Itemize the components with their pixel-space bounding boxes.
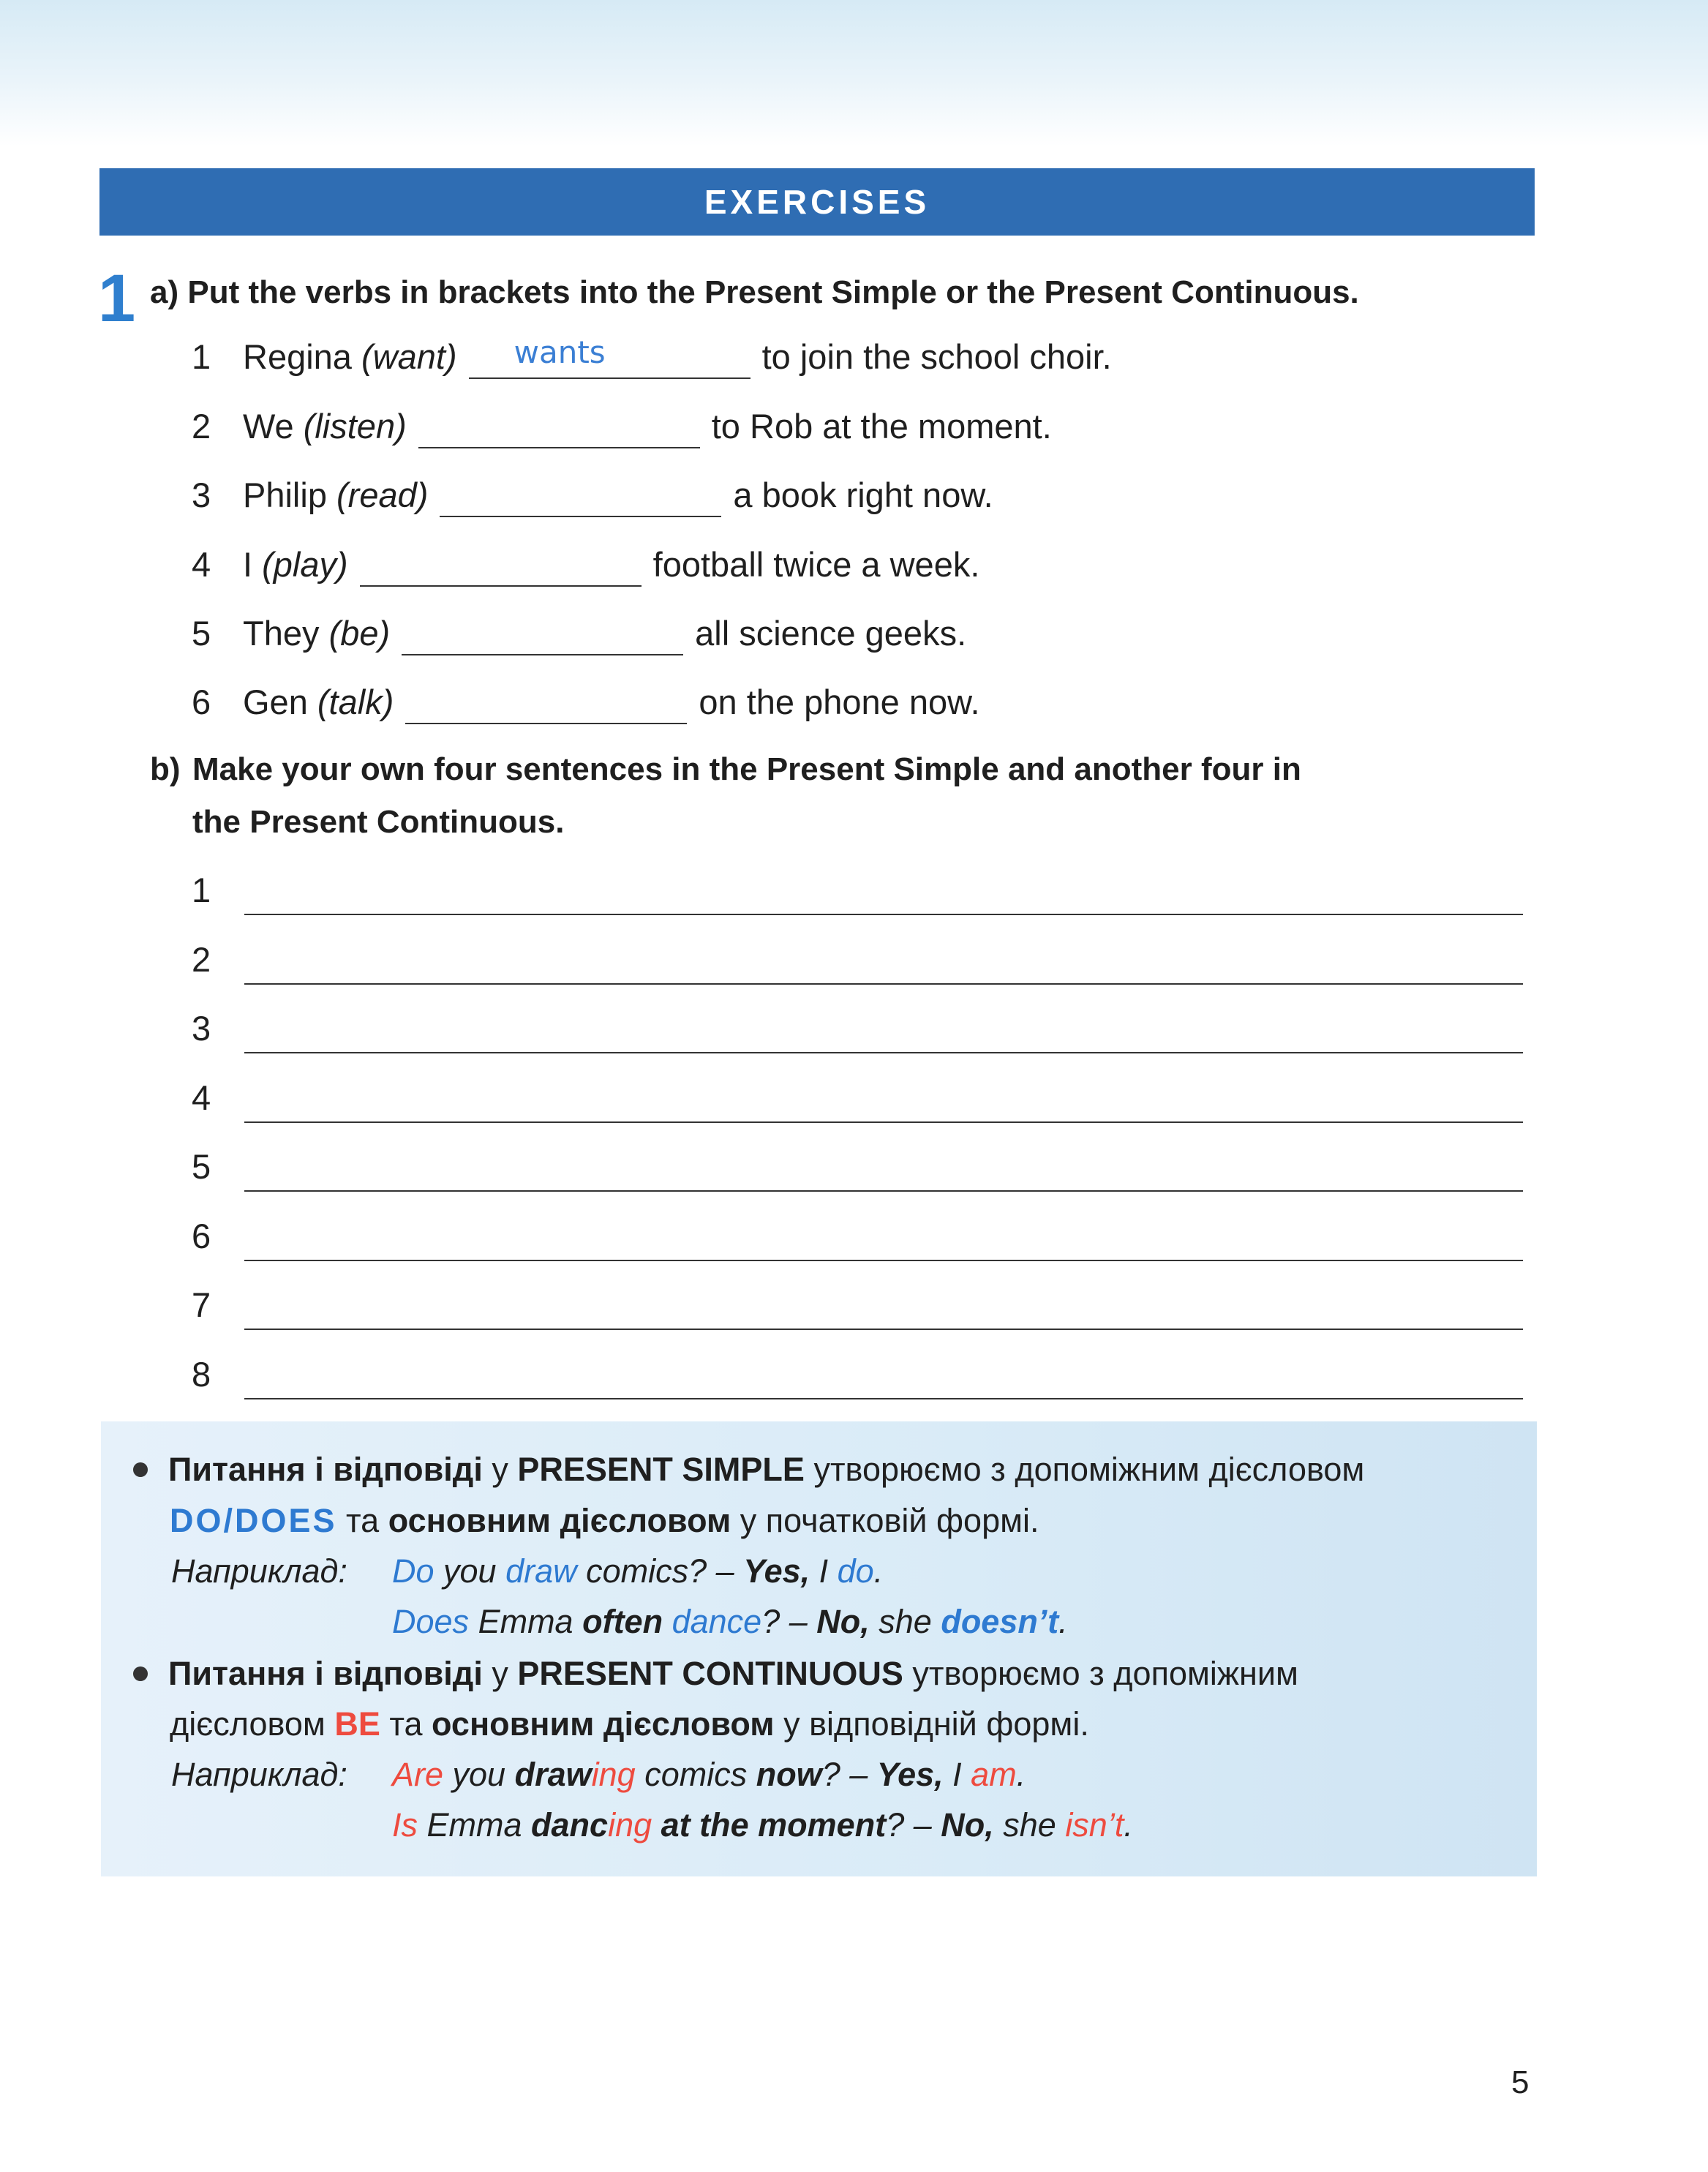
simple-rule-line-1 [168,1448,1364,1492]
item-number: 6 [192,683,211,721]
write-rule [244,1260,1523,1261]
banner-title: EXERCISES [704,183,930,221]
item-rest: to join the school choir. [761,337,1112,376]
part-b-instruction [150,743,1437,849]
simple-example-1 [392,1549,883,1593]
example-word: dance [671,1603,762,1640]
line-number: 4 [192,1078,211,1117]
item-number: 3 [192,476,211,514]
writing-line-2[interactable] [192,938,1523,982]
line-number: 3 [192,1009,211,1048]
answer-blank[interactable] [469,334,750,379]
exercise-item-1 [192,335,1112,379]
example-word: ing [591,1756,636,1793]
item-subject: They [243,614,320,653]
item-subject: Philip [243,476,327,514]
writing-line-1[interactable] [192,868,1523,912]
answer-blank[interactable] [405,685,687,724]
write-rule [244,1190,1523,1192]
item-subject: Regina [243,337,352,376]
simple-example-2 [392,1600,1068,1644]
answer-blank[interactable] [402,616,683,655]
writing-line-4[interactable] [192,1076,1523,1120]
rule-text: у початковій формі. [731,1502,1039,1539]
example-word: Yes, [743,1552,810,1590]
example-word: comics? – [576,1552,744,1590]
writing-line-6[interactable] [192,1214,1523,1258]
exercises-banner [99,168,1535,236]
rule-text: Питання і відповіді [168,1451,483,1488]
writing-line-5[interactable] [192,1145,1523,1189]
answer-blank[interactable] [418,409,700,448]
example-word: . [873,1552,884,1590]
item-verb: (be) [328,614,391,653]
example-word: she [869,1603,941,1640]
exercise-number: 1 [98,261,136,336]
item-number: 2 [192,407,211,446]
answer-blank[interactable] [440,478,721,517]
simple-rule-line-2 [170,1499,1039,1543]
writing-line-3[interactable] [192,1007,1523,1051]
bullet-icon [133,1666,148,1681]
example-word [663,1603,672,1640]
continuous-rule-line-2 [170,1702,1089,1746]
tense-name: PRESENT CONTINUOUS [517,1655,903,1692]
exercise-item-5 [192,612,966,655]
bullet-icon [133,1462,148,1477]
item-number: 5 [192,614,211,653]
example-word: doesn’t [941,1603,1059,1640]
rule-text: та [336,1502,388,1539]
item-verb: (read) [336,476,429,514]
example-word: Yes, [876,1756,944,1793]
example-word: ? – [886,1806,941,1844]
example-word: I [943,1756,971,1793]
example-word: . [1124,1806,1133,1844]
exercise-item-2 [192,405,1052,448]
item-rest: football twice a week. [652,545,980,584]
continuous-example-1 [392,1753,1026,1797]
example-word: ? – [821,1756,877,1793]
rule-text: утворюємо з допоміжним [903,1655,1298,1692]
write-rule [244,914,1523,915]
rule-text: у [482,1655,518,1692]
rule-text: утворюємо з допоміжним дієсловом [804,1451,1365,1488]
example-word: isn’t [1065,1806,1124,1844]
write-rule [244,1329,1523,1330]
part-b-line-1: Make your own four sentences in the Present Simple and another four in [192,751,1301,787]
example-word: am [971,1756,1017,1793]
continuous-example-label: Наприклад: [171,1756,347,1793]
example-word: . [1058,1603,1068,1640]
example-word: Emma [418,1806,532,1844]
example-word: now [756,1756,822,1793]
line-number: 1 [192,871,211,909]
example-word: Are [392,1756,444,1793]
continuous-rule-line-1 [168,1652,1298,1696]
handwritten-answer: wants [513,334,606,370]
line-number: 2 [192,940,211,979]
auxiliary-verb: DO/DOES [170,1502,337,1539]
item-rest: all science geeks. [695,614,967,653]
item-rest: on the phone now. [699,683,980,721]
example-word: often [582,1603,663,1640]
write-rule [244,1398,1523,1399]
exercise-item-6 [192,680,980,724]
example-word: draw [514,1756,592,1793]
part-a-instruction: a) Put the verbs in brackets into the Present Simple or the Present Continuous. [150,274,1359,310]
rule-text: у [482,1451,518,1488]
rule-text: у відповідній формі. [774,1705,1089,1743]
example-word: do [837,1552,874,1590]
exercise-item-3 [192,473,993,517]
item-verb: (want) [361,337,457,376]
rule-text: дієсловом [170,1705,335,1743]
write-rule [244,983,1523,985]
example-word: No, [941,1806,994,1844]
example-word: ? – [761,1603,817,1640]
line-number: 8 [192,1355,211,1394]
example-word: she [993,1806,1066,1844]
continuous-example-2 [392,1803,1133,1847]
answer-blank[interactable] [360,547,642,587]
example-word: at the moment [661,1806,887,1844]
tense-name: PRESENT SIMPLE [517,1451,805,1488]
example-word: Is [392,1806,418,1844]
part-b-line-2: the Present Continuous. [192,804,565,840]
example-word: Emma [469,1603,583,1640]
page-top-gradient [0,0,1708,146]
example-word: Does [392,1603,470,1640]
rule-text: та [380,1705,432,1743]
item-subject: We [243,407,294,446]
example-word: ing [608,1806,652,1844]
example-word: you [434,1552,506,1590]
write-rule [244,1052,1523,1053]
item-subject: Gen [243,683,308,721]
part-b-label: b) [150,751,181,787]
exercise-item-4 [192,543,979,587]
line-number: 6 [192,1217,211,1255]
rule-text: основним дієсловом [388,1502,731,1539]
example-word: danc [531,1806,609,1844]
item-rest: to Rob at the moment. [711,407,1052,446]
item-verb: (play) [262,545,348,584]
item-rest: a book right now. [733,476,993,514]
example-word: I [810,1552,838,1590]
rule-text: Питання і відповіді [168,1655,483,1692]
item-number: 4 [192,545,211,584]
item-number: 1 [192,337,211,376]
line-number: 5 [192,1147,211,1186]
simple-example-label: Наприклад: [171,1552,347,1590]
example-word: Do [392,1552,434,1590]
example-word: you [443,1756,515,1793]
writing-line-7[interactable] [192,1283,1523,1327]
write-rule [244,1121,1523,1123]
example-word [652,1806,661,1844]
page-number: 5 [1511,2064,1530,2100]
item-subject: I [243,545,253,584]
writing-line-8[interactable] [192,1353,1523,1397]
item-verb: (talk) [317,683,394,721]
line-number: 7 [192,1285,211,1324]
item-verb: (listen) [303,407,407,446]
example-word: draw [505,1552,577,1590]
rule-text: основним дієсловом [432,1705,775,1743]
example-word: No, [816,1603,870,1640]
example-word: comics [635,1756,756,1793]
auxiliary-verb: BE [334,1705,380,1743]
example-word: . [1016,1756,1026,1793]
